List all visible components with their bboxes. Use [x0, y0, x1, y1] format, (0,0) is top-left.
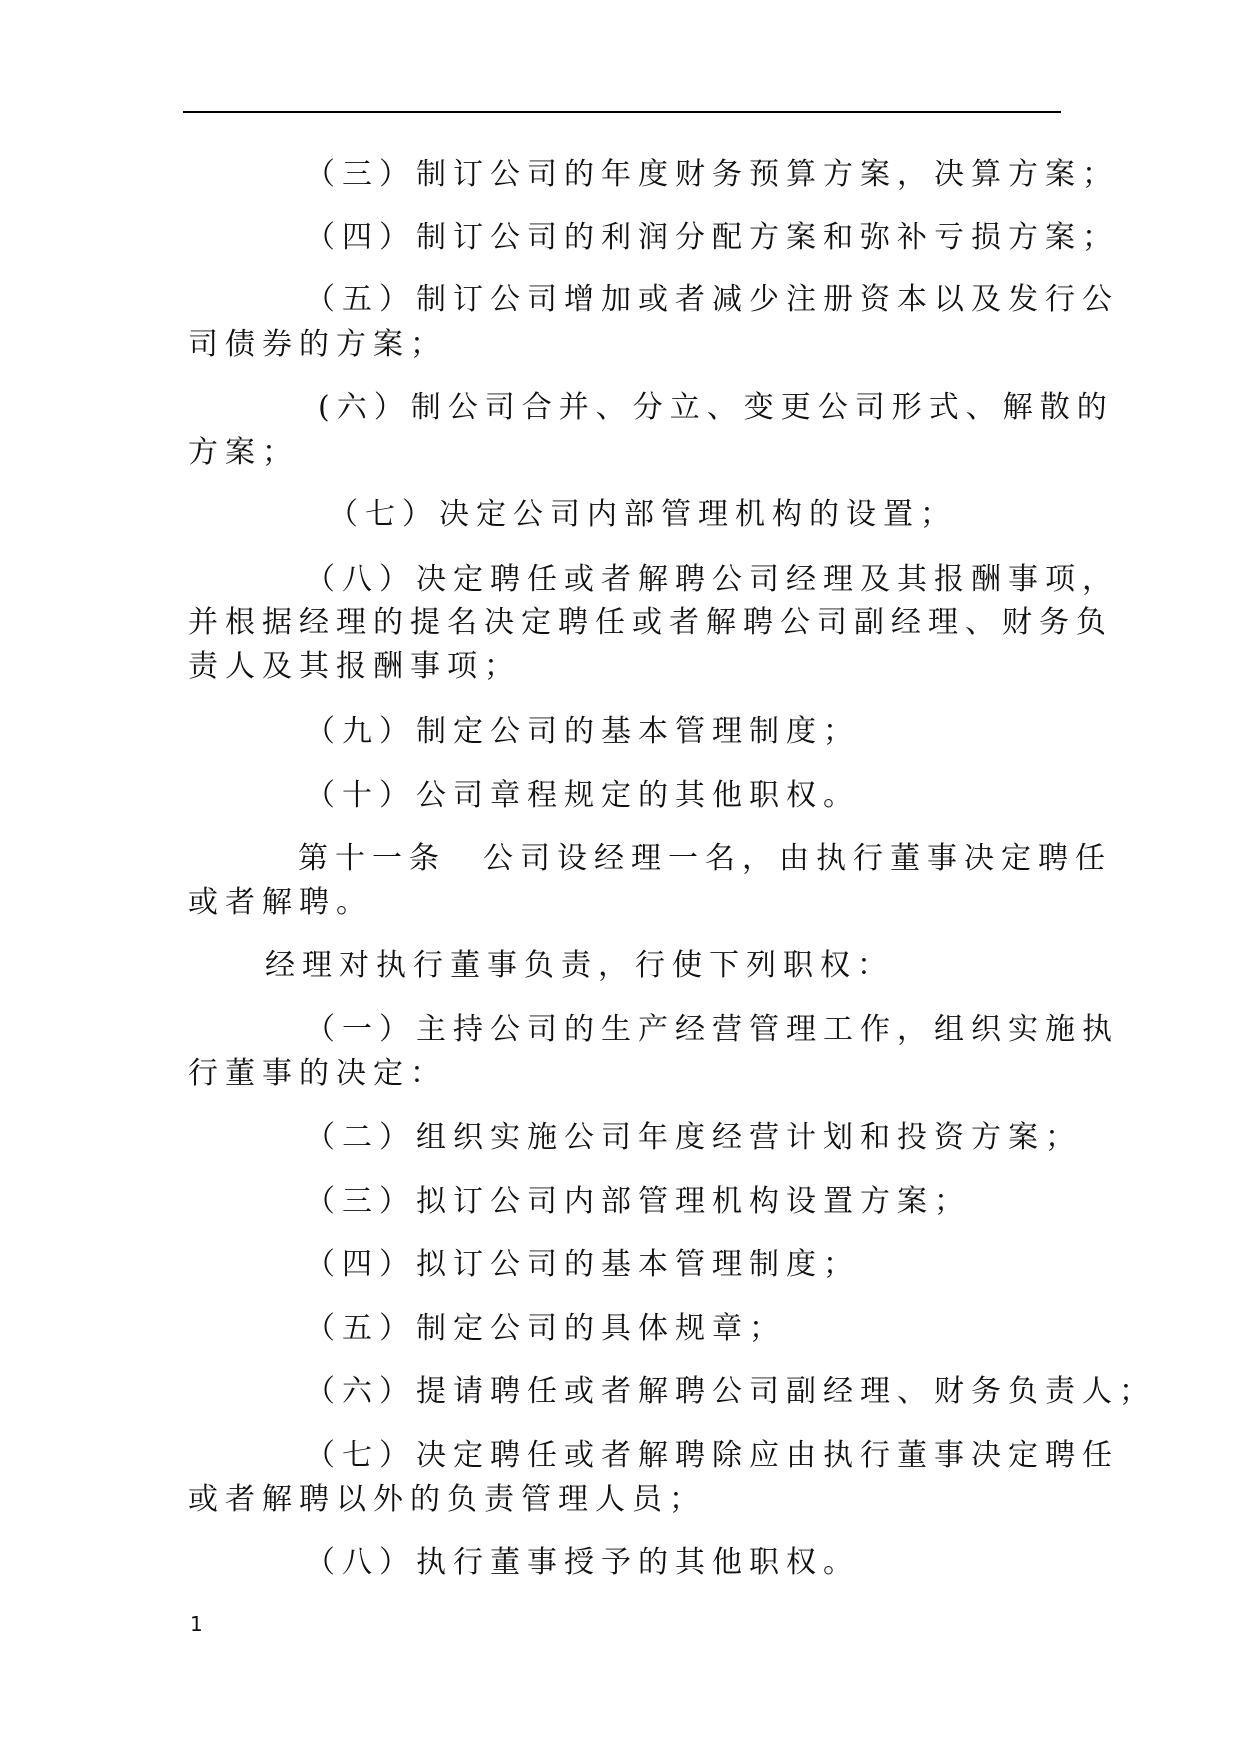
text-line: 方案；: [188, 435, 299, 470]
text-line: 责人及其报酬事项；: [188, 649, 521, 684]
text-line: （九）制定公司的基本管理制度；: [305, 714, 860, 749]
text-line: （八）执行董事授予的其他职权。: [305, 1545, 860, 1580]
text-line: （七）决定公司内部管理机构的设置；: [328, 497, 957, 532]
text-line: 行董事的决定：: [188, 1056, 447, 1091]
text-line: 并根据经理的提名决定聘任或者解聘公司副经理、财务负: [188, 605, 1113, 640]
text-line: (六）制公司合并、分立、变更公司形式、解散的: [318, 390, 1114, 425]
text-line: （一）主持公司的生产经营管理工作，组织实施执: [305, 1012, 1119, 1047]
page-number: 1: [190, 1612, 203, 1636]
text-line: （十）公司章程规定的其他职权。: [305, 778, 860, 813]
header-rule: [183, 111, 1061, 113]
text-line: （六）提请聘任或者解聘公司副经理、财务负责人；: [305, 1374, 1156, 1409]
text-line: （八）决定聘任或者解聘公司经理及其报酬事项，: [305, 562, 1119, 597]
text-line: （二）组织实施公司年度经营计划和投资方案；: [305, 1120, 1082, 1155]
text-line: （五）制订公司增加或者减少注册资本以及发行公: [305, 282, 1119, 317]
text-line: （四）制订公司的利润分配方案和弥补亏损方案；: [305, 220, 1119, 255]
text-line: 司债券的方案；: [188, 327, 447, 362]
text-line: （三）制订公司的年度财务预算方案，决算方案；: [305, 157, 1119, 192]
text-line: 第十一条 公司设经理一名，由执行董事决定聘任: [298, 841, 1112, 876]
text-line: （四）拟订公司的基本管理制度；: [305, 1247, 860, 1282]
text-line: 或者解聘以外的负责管理人员；: [188, 1482, 706, 1517]
text-line: （三）拟订公司内部管理机构设置方案；: [305, 1184, 971, 1219]
text-line: （五）制定公司的具体规章；: [305, 1311, 786, 1346]
text-line: 经理对执行董事负责，行使下列职权：: [265, 948, 894, 983]
text-line: （七）决定聘任或者解聘除应由执行董事决定聘任: [305, 1438, 1119, 1473]
text-line: 或者解聘。: [188, 885, 373, 920]
